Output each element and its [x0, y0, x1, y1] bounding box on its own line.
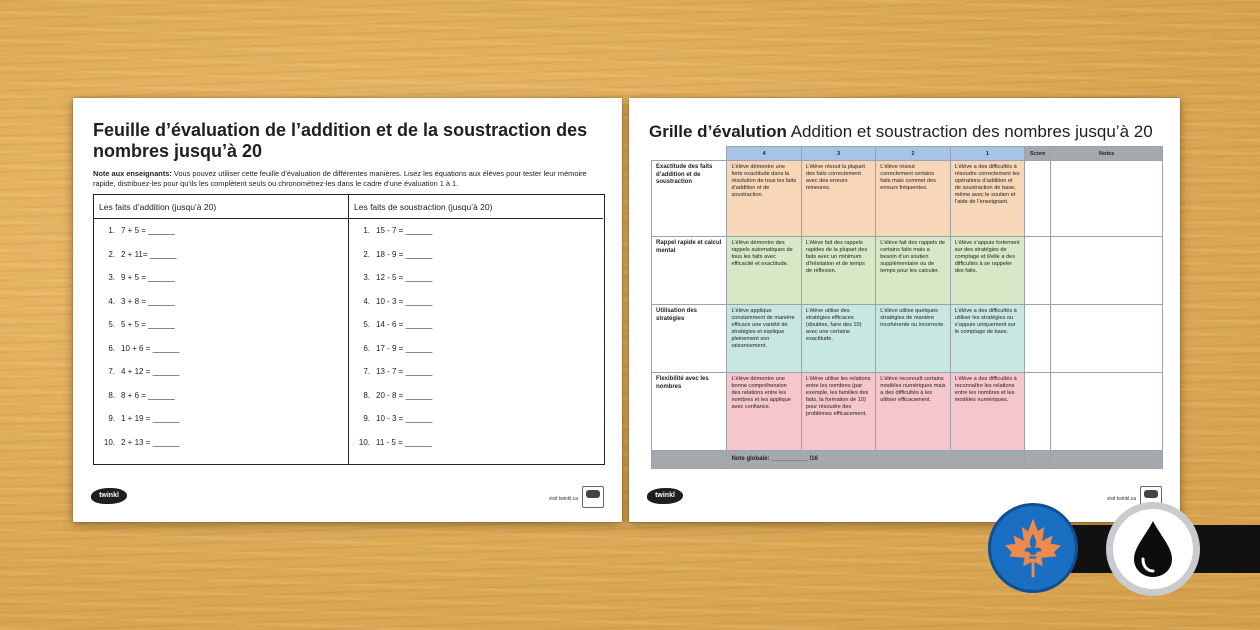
- fact-item: [94, 384, 348, 408]
- fact-number: 3.: [108, 273, 115, 283]
- fact-equation: 2 + 13 = ______: [121, 437, 180, 447]
- fact-item: [349, 290, 603, 314]
- teacher-note-label: Note aux enseignants:: [93, 169, 172, 178]
- level-3-header: 3: [801, 147, 875, 161]
- fact-item: [349, 266, 603, 290]
- fact-equation: 7 + 5 = ______: [121, 226, 175, 236]
- score-cell: [1025, 305, 1051, 373]
- footer-url: visit twinkl.ca: [1106, 496, 1136, 502]
- fact-equation: 13 - 7 = ______: [376, 367, 433, 377]
- maple-leaf-fleur-de-lis-icon: [988, 503, 1078, 593]
- addition-header: Les faits d’addition (jusqu’à 20): [94, 195, 348, 219]
- fact-number: 5.: [363, 320, 370, 330]
- addition-list: [94, 219, 348, 454]
- fact-equation: 10 - 3 = ______: [376, 414, 433, 424]
- level-4-cell: L’élève démontre une bonne compréhension des relations entre les nombres et les applique avec confiance.: [727, 373, 801, 451]
- criterion-cell: Rappel rapide et calcul mental: [652, 237, 727, 305]
- fact-number: 6.: [363, 343, 370, 353]
- level-2-cell: L’élève reconnaît certains modèles numériques mais a des difficultés à les utiliser efficacement.: [876, 373, 950, 451]
- total-row: [652, 451, 1163, 469]
- fact-equation: 9 + 5 = ______: [121, 273, 175, 283]
- fact-equation: 10 + 6 = ______: [121, 343, 180, 353]
- addition-column: [94, 195, 349, 464]
- level-3-cell: L’élève utilise des stratégies efficaces (doubles, faire des 10) avec une certaine exactitude.: [801, 305, 875, 373]
- level-3-cell: L’élève fait des rappels rapides de la plupart des faits avec un minimum d’hésitation et de temps de réflexion.: [801, 237, 875, 305]
- subtraction-header: Les faits de soustraction (jusqu’à 20): [349, 195, 603, 219]
- fact-number: 2.: [108, 249, 115, 259]
- fact-item: [94, 337, 348, 361]
- fact-equation: 4 + 12 = ______: [121, 367, 180, 377]
- fact-equation: 14 - 6 = ______: [376, 320, 433, 330]
- fact-number: 7.: [363, 367, 370, 377]
- fact-equation: 17 - 9 = ______: [376, 343, 433, 353]
- fact-item: [94, 407, 348, 431]
- level-1-cell: L’élève a des difficultés à reconnaître les relations entre les nombres et les modèles numériques.: [950, 373, 1024, 451]
- score-cell: [1025, 237, 1051, 305]
- rubric-header-row: [652, 147, 1163, 161]
- fact-number: 10.: [103, 437, 115, 447]
- notes-header: Notes: [1051, 147, 1163, 161]
- notes-cell: [1051, 161, 1163, 237]
- rubric-row: [652, 305, 1163, 373]
- footer-badge-icon: [582, 486, 604, 508]
- level-4-cell: L’élève démontre une forte exactitude dans la résolution de tous les faits d’addition et de soustraction.: [727, 161, 801, 237]
- fact-equation: 15 - 7 = ______: [376, 226, 433, 236]
- criterion-cell: Flexibilité avec les nombres: [652, 373, 727, 451]
- fact-item: [349, 384, 603, 408]
- fact-number: 4.: [363, 296, 370, 306]
- rubric-row: [652, 161, 1163, 237]
- fact-number: 10.: [358, 437, 370, 447]
- fact-number: 3.: [363, 273, 370, 283]
- twinkl-logo: twinkl: [91, 488, 127, 504]
- fact-item: [349, 243, 603, 267]
- fact-number: 2.: [363, 249, 370, 259]
- level-1-cell: L’élève a des difficultés à utiliser les stratégies ou s’appuie uniquement sur le comptage de base.: [950, 305, 1024, 373]
- fact-number: 8.: [108, 390, 115, 400]
- fact-item: [349, 407, 603, 431]
- level-3-cell: L’élève utilise les relations entre les nombres (par exemple, les familles des faits, la formation de 10) pour résoudre des problèmes efficacement.: [801, 373, 875, 451]
- rubric-table: [651, 146, 1163, 469]
- fact-item: [349, 313, 603, 337]
- fact-equation: 8 + 6 = ______: [121, 390, 175, 400]
- sheet-title: Feuille d’évaluation de l’addition et de la soustraction des nombres jusqu’à 20: [93, 120, 588, 161]
- overall-score: Note globale: ___________ /16: [727, 451, 1025, 469]
- notes-cell: [1051, 373, 1163, 451]
- level-2-header: 2: [876, 147, 950, 161]
- rubric-corner: [652, 147, 727, 161]
- criterion-cell: Exactitude des faits d’addition et de soustraction: [652, 161, 727, 237]
- level-3-cell: L’élève résout la plupart des faits correctement avec des erreurs mineures.: [801, 161, 875, 237]
- fact-equation: 2 + 11= ______: [121, 249, 177, 259]
- notes-cell: [1051, 237, 1163, 305]
- total-notes-cell: [1051, 451, 1163, 469]
- fact-item: [94, 360, 348, 384]
- subtraction-column: [349, 195, 603, 464]
- fact-equation: 11 - 5 = ______: [376, 437, 432, 447]
- level-4-cell: L’élève démontre des rappels automatiques de tous les faits avec efficacité et exactitude.: [727, 237, 801, 305]
- twinkl-logo: twinkl: [647, 488, 683, 504]
- fact-equation: 5 + 5 = ______: [121, 320, 175, 330]
- fact-item: [94, 431, 348, 455]
- rubric-title-bold: Grille d’évalution: [649, 122, 787, 141]
- fact-number: 4.: [108, 296, 115, 306]
- rubric-title: [649, 122, 1169, 142]
- fact-item: [94, 313, 348, 337]
- score-cell: [1025, 373, 1051, 451]
- total-spacer: [652, 451, 727, 469]
- fact-number: 9.: [108, 414, 115, 424]
- rubric-title-rest: Addition et soustraction des nombres jusqu’à 20: [790, 122, 1153, 141]
- notes-cell: [1051, 305, 1163, 373]
- footer-url: visit twinkl.ca: [548, 496, 578, 502]
- fact-item: [94, 290, 348, 314]
- fact-item: [94, 266, 348, 290]
- rubric-row: [652, 237, 1163, 305]
- criterion-cell: Utilisation des stratégies: [652, 305, 727, 373]
- level-4-cell: L’élève applique constamment de manière efficace une variété de stratégies et explique pleinement son raisonnement.: [727, 305, 801, 373]
- level-2-cell: L’élève utilise quelques stratégies de manière incohérente ou incorrecte.: [876, 305, 950, 373]
- level-2-cell: L’élève résout correctement certains faits mais commet des erreurs fréquentes.: [876, 161, 950, 237]
- fact-number: 1.: [363, 226, 370, 236]
- teacher-note-text: Vous pouvez utiliser cette feuille d’évaluation de différentes manières. Lisez les équations aux élèves pour tester leur mémoire rapide, distribuez-les pour qu’ils les complètent seuls ou chronométrez-les dans le cadre d’une évaluation 1 à 1.: [93, 169, 587, 188]
- total-score-cell: [1025, 451, 1051, 469]
- fact-number: 5.: [108, 320, 115, 330]
- score-cell: [1025, 161, 1051, 237]
- rubric-sheet: [629, 98, 1180, 522]
- fact-item: [349, 337, 603, 361]
- fact-item: [349, 360, 603, 384]
- rubric-row: [652, 373, 1163, 451]
- level-1-header: 1: [950, 147, 1024, 161]
- fact-equation: 3 + 8 = ______: [121, 296, 175, 306]
- fact-equation: 10 - 3 = ______: [376, 296, 433, 306]
- fact-equation: 18 - 9 = ______: [376, 249, 433, 259]
- fact-number: 8.: [363, 390, 370, 400]
- level-4-header: 4: [727, 147, 801, 161]
- teacher-note: [93, 169, 603, 189]
- fact-equation: 12 - 5 = ______: [376, 273, 433, 283]
- ink-drop-svg: [1128, 519, 1178, 579]
- fact-item: [94, 219, 348, 243]
- level-1-cell: L’élève s’appuie fortement sur des stratégies de comptage et il/elle a des difficultés à se rappeler des faits.: [950, 237, 1024, 305]
- fact-number: 7.: [108, 367, 115, 377]
- fact-number: 1.: [108, 226, 115, 236]
- fact-item: [349, 219, 603, 243]
- level-2-cell: L’élève fait des rappels de certains faits mais a besoin d’un soutien supplémentaire ou de temps pour les calculer.: [876, 237, 950, 305]
- fact-item: [349, 431, 603, 455]
- facts-table: [93, 194, 605, 465]
- fact-equation: 20 - 8 = ______: [376, 390, 433, 400]
- ink-drop-icon: [1106, 502, 1200, 596]
- fact-equation: 1 + 19 = ______: [121, 414, 180, 424]
- fact-number: 6.: [108, 343, 115, 353]
- level-1-cell: L’élève a des difficultés à résoudre correctement les opérations d’addition et de soustraction de base, même avec le soutien et l’aide de l’enseignant.: [950, 161, 1024, 237]
- assessment-sheet: [73, 98, 622, 522]
- subtraction-list: [349, 219, 603, 454]
- fact-number: 9.: [363, 414, 370, 424]
- maple-leaf-svg: [998, 513, 1068, 583]
- score-header: Score: [1025, 147, 1051, 161]
- fact-item: [94, 243, 348, 267]
